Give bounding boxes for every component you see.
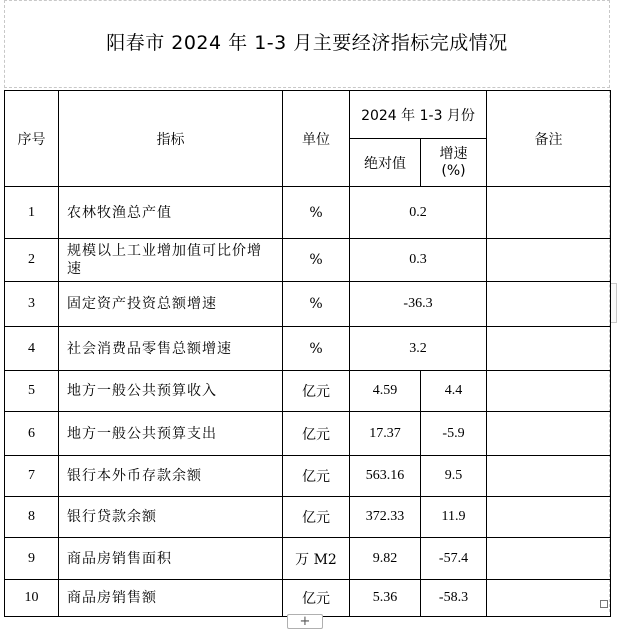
table-row [5, 497, 611, 538]
row-index: 3 [5, 282, 59, 327]
table-row [5, 538, 611, 580]
header-index: 序号 [5, 91, 59, 187]
row-index: 1 [5, 187, 59, 239]
row-remarks [487, 187, 611, 239]
row-value: 0.2 [350, 187, 487, 239]
row-absolute: 4.59 [350, 371, 421, 412]
row-indicator: 规模以上工业增加值可比价增速 [59, 239, 283, 282]
row-unit: 亿元 [283, 412, 350, 456]
row-indicator: 商品房销售面积 [59, 538, 283, 580]
row-unit: % [283, 239, 350, 282]
row-indicator: 固定资产投资总额增速 [59, 282, 283, 327]
row-index: 2 [5, 239, 59, 282]
row-remarks [487, 327, 611, 371]
row-value: 3.2 [350, 327, 487, 371]
row-growth: 9.5 [421, 456, 487, 497]
document-title: 阳春市 2024 年 1-3 月主要经济指标完成情况 [106, 31, 508, 54]
row-index: 9 [5, 538, 59, 580]
row-absolute: 372.33 [350, 497, 421, 538]
row-indicator: 地方一般公共预算支出 [59, 412, 283, 456]
row-unit: 亿元 [283, 456, 350, 497]
header-growth [421, 139, 487, 187]
row-remarks [487, 412, 611, 456]
row-indicator: 商品房销售额 [59, 580, 283, 617]
header-period: 2024 年 1-3 月份 [350, 91, 487, 139]
row-unit: % [283, 282, 350, 327]
indicators-table [4, 90, 611, 617]
table-row [5, 412, 611, 456]
row-remarks [487, 239, 611, 282]
table-resize-handle[interactable] [600, 600, 608, 608]
row-indicator: 农林牧渔总产值 [59, 187, 283, 239]
table-row [5, 327, 611, 371]
table-row [5, 371, 611, 412]
row-remarks [487, 580, 611, 617]
row-index: 10 [5, 580, 59, 617]
row-growth: 4.4 [421, 371, 487, 412]
row-unit: 亿元 [283, 371, 350, 412]
table-row [5, 580, 611, 617]
header-remarks: 备注 [487, 91, 611, 187]
header-row-1 [5, 91, 611, 139]
table-row [5, 282, 611, 327]
row-indicator: 社会消费品零售总额增速 [59, 327, 283, 371]
row-absolute: 9.82 [350, 538, 421, 580]
row-indicator: 地方一般公共预算收入 [59, 371, 283, 412]
row-index: 8 [5, 497, 59, 538]
row-absolute: 5.36 [350, 580, 421, 617]
header-unit: 单位 [283, 91, 350, 187]
row-value: -36.3 [350, 282, 487, 327]
row-remarks [487, 538, 611, 580]
table-row [5, 239, 611, 282]
table-row [5, 187, 611, 239]
row-unit: 万 M2 [283, 538, 350, 580]
row-growth: -5.9 [421, 412, 487, 456]
row-growth: -57.4 [421, 538, 487, 580]
column-resize-handle[interactable] [611, 283, 617, 323]
row-remarks [487, 497, 611, 538]
row-unit: % [283, 327, 350, 371]
row-value: 0.3 [350, 239, 487, 282]
header-growth-unit: (%) [441, 162, 466, 179]
row-growth: -58.3 [421, 580, 487, 617]
row-remarks [487, 282, 611, 327]
row-indicator: 银行贷款余额 [59, 497, 283, 538]
plus-icon: + [299, 614, 311, 629]
row-index: 5 [5, 371, 59, 412]
row-remarks [487, 371, 611, 412]
add-row-button[interactable] [287, 614, 323, 629]
title-box [4, 0, 610, 88]
row-remarks [487, 456, 611, 497]
row-indicator: 银行本外币存款余额 [59, 456, 283, 497]
header-growth-label: 增速 [439, 145, 468, 162]
row-absolute: 563.16 [350, 456, 421, 497]
row-unit: 亿元 [283, 497, 350, 538]
table-row [5, 456, 611, 497]
row-unit: 亿元 [283, 580, 350, 617]
row-index: 4 [5, 327, 59, 371]
row-index: 6 [5, 412, 59, 456]
row-index: 7 [5, 456, 59, 497]
row-unit: % [283, 187, 350, 239]
header-indicator: 指标 [59, 91, 283, 187]
header-absolute: 绝对值 [350, 139, 421, 187]
row-absolute: 17.37 [350, 412, 421, 456]
row-growth: 11.9 [421, 497, 487, 538]
